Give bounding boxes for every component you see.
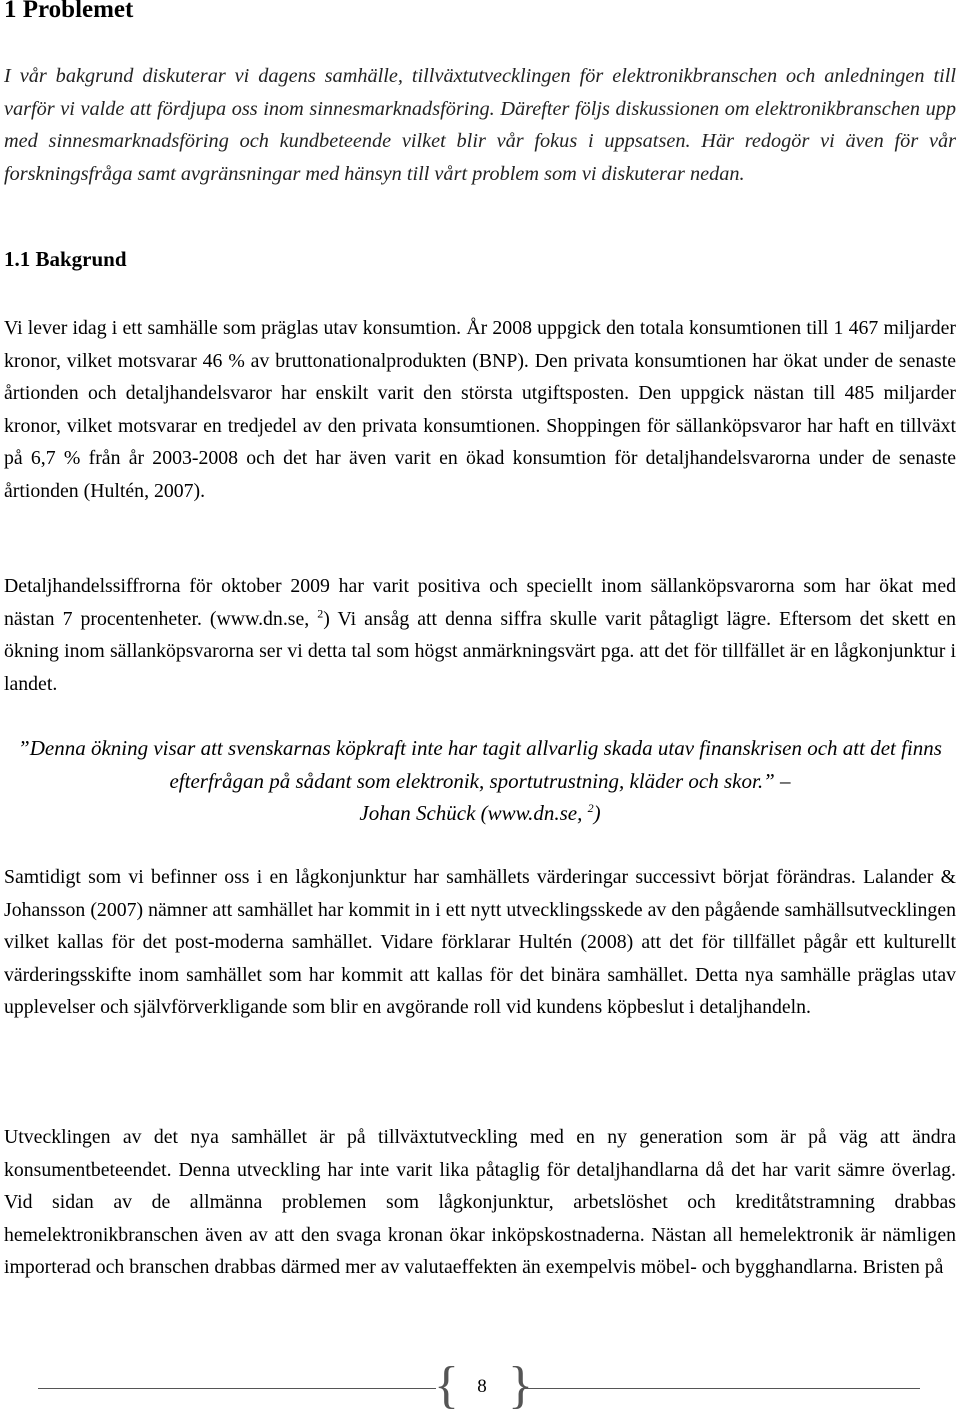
- section-heading: 1.1 Bakgrund: [4, 247, 127, 271]
- body-paragraph-2: [4, 570, 956, 700]
- page-footer: [38, 1357, 920, 1414]
- quote-text: ”Denna ökning visar att svenskarnas köpkraft inte har tagit allvarlig skada utav finanskrisen och att det finns efterfrågan på sådant som elektronik, sportutrustning, kläder och skor.” –: [18, 736, 942, 793]
- body-paragraph-1: Vi lever idag i ett samhälle som präglas utav konsumtion. År 2008 uppgick den totala konsumtionen till 1 467 miljarder kronor, vilket motsvarar 46 % av bruttonationalprodukten (BNP). Den privata konsumtionen har ökat under de senaste årtionden och detaljhandelsvaror har enskilt varit den största utgiftsposten. Den uppgick nästan till 485 miljarder kronor, vilket motsvarar en tredjedel av den privata konsumtionen. Shoppingen för sällanköpsvaror har haft en tillväxt på 6,7 % från år 2003-2008 och det har även varit en ökad konsumtion för detaljhandelsvarorna under de senaste årtionden (Hultén, 2007).: [4, 317, 956, 502]
- quote-attribution-end: ): [593, 801, 601, 825]
- paragraph-2-text-a: Detaljhandelssiffrorna för oktober 2009 har varit positiva och speciellt inom sällanköpsvarorna som har ökat med nästan 7 procentenheter. (www.dn.se,: [4, 575, 956, 630]
- intro-paragraph: I vår bakgrund diskuterar vi dagens samhälle, tillväxtutvecklingen för elektronikbranschen och anledningen till varför vi valde att fördjupa oss inom sinnesmarknadsföring. Därefter följs diskussionen om elektronikbranschen upp med sinnesmarknadsföring och kundbeteende vilket blir vår fokus i uppsatsen. Här redogör vi även för vår forskningsfråga samt avgränsningar med hänsyn till vårt problem som vi diskuterar nedan.: [4, 65, 956, 185]
- quote-superscript: 2: [587, 801, 594, 815]
- page-number: 8: [477, 1376, 487, 1397]
- footer-rule-left: [38, 1388, 436, 1389]
- body-paragraph-3: Samtidigt som vi befinner oss i en lågkonjunktur har samhällets värderingar successivt börjat förändras. Lalander & Johansson (2007) nämner att samhället har kommit in i ett nytt utvecklingsskede av den pågående samhällsutvecklingen vilket kallas för det post-moderna samhället. Vidare förklarar Hultén (2008) att det för tillfället pågår ett kulturellt värderingsskifte inom samhället som har kommit att kallas för det binära samhället. Detta nya samhälle präglas utav upplevelser och självförverkligande som blir en avgörande roll vid kundens köpbeslut i detaljhandeln.: [4, 866, 956, 1018]
- footer-rule-right: [524, 1388, 920, 1389]
- block-quote: [4, 732, 956, 830]
- quote-attribution: Johan Schück (www.dn.se,: [359, 801, 588, 825]
- left-brace-icon: {: [434, 1357, 459, 1414]
- reference-superscript: 2: [317, 605, 324, 620]
- body-paragraph-4: Utvecklingen av det nya samhället är på tillväxtutveckling med en ny generation som är på väg att ändra konsumentbeteendet. Denna utveckling har inte varit lika påtaglig för detaljhandlarna då det har varit sämre överlag. Vid sidan av de allmänna problemen som lågkonjunktur, arbetslöshet och kreditåtstramning drabbas hemelektronikbranschen även av att den svaga kronan ökar inköpskostnaderna. Nästan all hemelektronik är nämligen importerad och branschen drabbas därmed mer av valutaeffekten än exempelvis möbel- och bygghandlarna. Bristen på: [4, 1126, 956, 1278]
- right-brace-icon: }: [508, 1357, 533, 1414]
- chapter-heading: 1 Problemet: [4, 0, 134, 23]
- paragraph-2-text-b: ) Vi ansåg att denna siffra skulle varit påtagligt lägre. Eftersom det skett en ökning inom sällanköpsvarorna ser vi detta tal som högst anmärkningsvärt pga. att det för tillfället är en lågkonjunktur i landet.: [4, 607, 956, 695]
